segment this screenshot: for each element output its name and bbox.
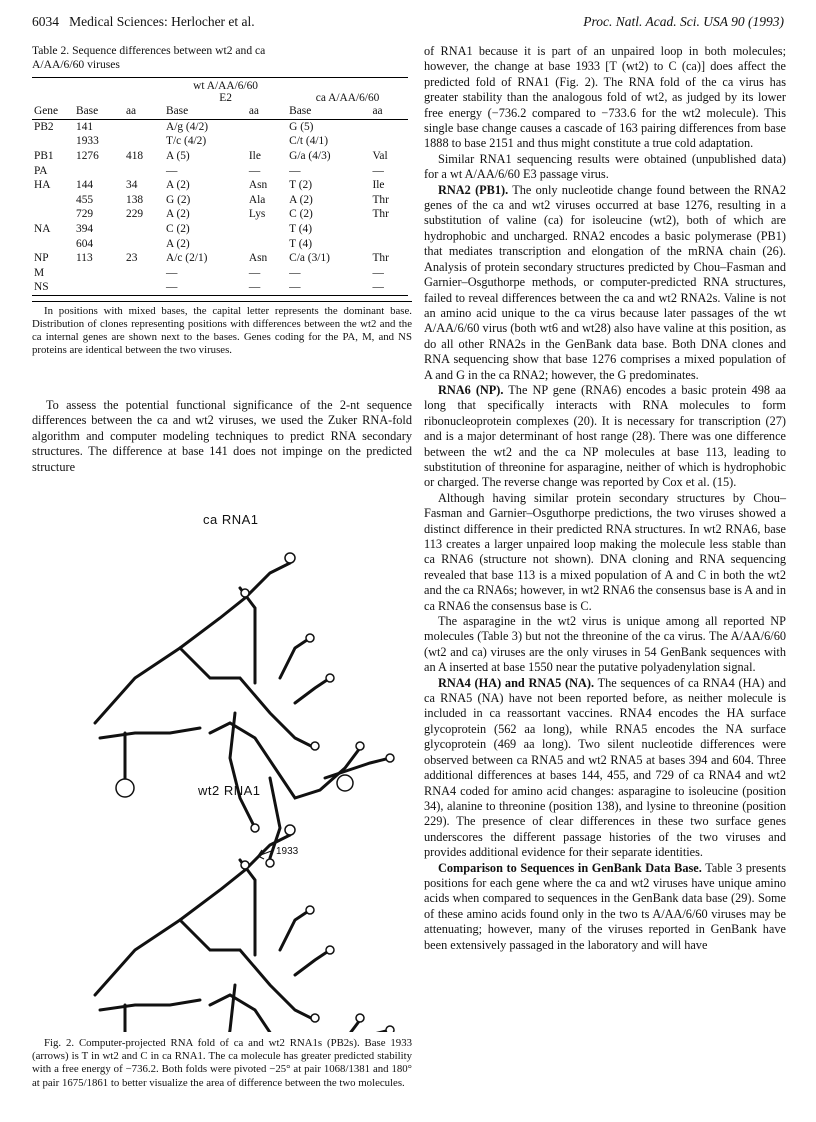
table-cell: A (2) xyxy=(166,208,190,221)
heading-rna2: RNA2 (PB1). xyxy=(438,182,509,197)
table-cell xyxy=(74,163,124,178)
rna2-body: The only nucleotide change found between the RNA2 genes of the ca and wt2 viruses occurred at base 1276, resulting in a substitution of valine (ca) for isoleucine (wt2), both of which are hydrophobic and uncharged. RNA2 encodes a basic polymerase (PB1) that mediates transcription and elongation of the mRNA chain (26). Analysis of protein secondary structures predicted by Chou–Fasman and Garnier–Osguthorpe methods, or computer-predicted RNA structures, failed to reveal differences between the ca and wt2 RNA2s. Valine is not an amino acid unique to the ca virus because later passages of the wt A/AA/6/60 virus (both wt6 and wt28) also have valine at this position, as do all other RNA2s in the GenBank data base. Both DNA clones and RNA sequencing show that base 1276 comprises a mixed population of A and G in the ca RNA2; however, the G predominates. xyxy=(424,182,787,382)
table-cell xyxy=(74,280,124,295)
table-cell: 34 xyxy=(126,179,138,192)
table-cell xyxy=(247,236,287,251)
table-cell: 394 xyxy=(76,223,94,236)
panel-title-wt2: wt2 RNA1 xyxy=(198,783,261,798)
table-cell xyxy=(124,266,164,281)
column-header: Base xyxy=(74,104,124,119)
table-cell: Ile xyxy=(372,179,385,192)
table-row xyxy=(32,149,408,164)
table-cell: — xyxy=(289,164,301,177)
sequence-table xyxy=(32,77,408,296)
table-caption xyxy=(32,44,412,71)
group-wt-line2: E2 xyxy=(219,92,232,104)
right-body-text xyxy=(424,44,786,953)
table-cell: 141 xyxy=(76,120,94,133)
table-cell xyxy=(247,134,287,149)
table-cell: A (2) xyxy=(166,179,190,192)
paragraph: To assess the potential functional significance of the 2-nt sequence differences between the ca and wt2 viruses, we used the Zuker RNA-fold algorithm and computer modeling techniques to predict RNA secondary structures. The difference at base 141 does not impinge on the predicted structure xyxy=(32,398,412,474)
table-cell: C (2) xyxy=(166,223,190,236)
rna6-body: The NP gene (RNA6) encodes a basic protein 498 aa long that specifically interacts with RNA molecules to form ribonucleoprotein complexes (20). It is necessary for transcription (27) and is a major determinant of host range (28). There was one difference between the wt2 and the ca NP molecules at base 113, leading to substitution of threonine for asparagine, neither of which is hydrophobic or charged. The reverse change was reported by Cox et al. (15). xyxy=(424,382,786,490)
table-cell: A (5) xyxy=(166,150,190,163)
table-cell: A/g (4/2) xyxy=(166,120,209,133)
table-2-block xyxy=(32,44,412,358)
table-body xyxy=(32,119,408,295)
table-cell: — xyxy=(248,266,261,279)
table-row xyxy=(32,119,408,134)
table-cell: 113 xyxy=(76,252,93,265)
table-cell xyxy=(124,280,164,295)
column-header: Gene xyxy=(32,104,74,119)
table-row xyxy=(32,236,408,251)
table-row xyxy=(32,134,408,149)
table-cell xyxy=(32,134,74,149)
group-ca-header: ca A/AA/6/60 xyxy=(287,78,408,105)
table-cell: NS xyxy=(32,280,74,295)
section-rna4 xyxy=(424,676,786,861)
table-cell xyxy=(124,222,164,237)
table-cell xyxy=(370,119,408,134)
table-cell: HA xyxy=(34,179,51,192)
ca-rna1-fold xyxy=(95,563,390,858)
table-cell: 138 xyxy=(126,193,144,206)
table-row xyxy=(32,163,408,178)
table-cell: G/a (4/3) xyxy=(289,150,331,163)
group-wt-line1: wt A/AA/6/60 xyxy=(193,80,258,92)
column-header: Base xyxy=(164,104,247,119)
rna4-body: The sequences of ca RNA4 (HA) and ca RNA5 (NA) have not been reported before, as neither molecule is included in ca reassortant vaccines. RNA4 encodes the HA surface glycoprotein (562 aa long), while RNA5 encodes the NA surface glycoprotein (469 aa long). Two silent nucleotide differences were observed between ca RNA5 and wt2 RNA5 at bases 394 and 604. Three additional differences at bases 144, 455, and 729 of ca RNA4 and wt2 RNA4 coded for amino acid changes: asparagine to isoleucine (position 34), alanine to threonine (position 138), and lysine to threonine (position 229). The presence of clear differences in these two surface genes underscores the different passage histories of the two viruses and provides additional evidence for their separate identities. xyxy=(424,675,786,860)
column-header-row xyxy=(32,104,408,119)
table-cell: C/t (4/1) xyxy=(289,135,329,148)
table-cell: — xyxy=(372,164,384,177)
table-cell: PA xyxy=(34,164,48,177)
table-cell: NA xyxy=(34,223,51,236)
table-cell xyxy=(124,134,164,149)
table-cell: T (4) xyxy=(289,223,313,236)
section-rna2 xyxy=(424,183,786,383)
table-cell: A/c (2/1) xyxy=(166,252,208,265)
table-cell xyxy=(370,134,408,149)
table-row xyxy=(32,193,408,208)
left-body-text xyxy=(32,398,412,475)
table-cell: Ala xyxy=(248,193,266,206)
table-row xyxy=(32,266,408,281)
rna-fold-figure xyxy=(40,528,412,1032)
table-cell: 455 xyxy=(76,193,94,206)
group-wt-header xyxy=(164,78,287,105)
paragraph-continued: of RNA1 because it is part of an unpaired loop in both molecules; however, the change at base 1933 [T (wt2) to C (ca)] does affect the predicted fold of RNA1 (Fig. 2). The RNA fold of the ca virus has greater stability than the analogous fold of wt2, as judged by its lower free energy (−736.2 compared to −733.6 for the wt2 molecule). This single base change causes a cascade of 163 pairing differences from base 1888 to base 2151 and thus might constitute a true cold adaptation. xyxy=(424,44,786,151)
heading-comparison: Comparison to Sequences in GenBank Data Base. xyxy=(438,860,702,875)
table-footnote: In positions with mixed bases, the capital letter represents the dominant base. Distribution of clones representing positions with differences between the wt2 and the ca internal genes are shown next to the bases. Genes coding for the PA, M, and NS proteins are identical between the two viruses. xyxy=(32,301,412,358)
table-cell: PB2 xyxy=(34,120,54,133)
table-cell: M xyxy=(34,266,45,279)
table-cell: C (2) xyxy=(289,208,313,221)
table-caption-line1: Table 2. Sequence differences between wt2 and ca xyxy=(32,44,266,57)
table-cell: NP xyxy=(34,252,49,265)
table-cell: Asn xyxy=(248,252,268,265)
table-cell xyxy=(370,222,408,237)
table-cell: — xyxy=(166,266,178,279)
table-cell xyxy=(74,266,124,281)
table-cell: — xyxy=(372,266,384,279)
table-cell: T/c (4/2) xyxy=(166,135,207,148)
table-cell xyxy=(124,163,164,178)
page-number: 6034 xyxy=(32,14,59,29)
ca-fold-nodes xyxy=(116,553,394,867)
column-header: aa xyxy=(247,104,287,119)
table-cell xyxy=(32,193,74,208)
heading-rna4: RNA4 (HA) and RNA5 (NA). xyxy=(438,675,595,690)
table-cell: 604 xyxy=(76,237,94,250)
table-cell: — xyxy=(370,280,408,295)
section-comparison xyxy=(424,861,786,953)
column-header: aa xyxy=(370,104,408,119)
running-header-left xyxy=(32,14,255,30)
table-cell: 1276 xyxy=(76,150,99,163)
panel-title-ca: ca RNA1 xyxy=(203,512,259,527)
figure-caption: Fig. 2. Computer-projected RNA fold of ca and wt2 RNA1s (PB2s). Base 1933 (arrows) is T in wt2 and C in ca RNA1. The ca molecule has greater predicted stability with a free energy of −736.2. Both folds were pivoted −25° at pair 1068/1381 and 180° at pair 1675/1861 to better visualize the area of difference between the two molecules. xyxy=(32,1037,412,1089)
table-cell: Thr xyxy=(372,208,389,221)
paragraph-although: Although having similar protein secondary structures by Chou–Fasman and Garnier–Osguthorpe predictions, the two viruses showed a distinct difference in their predicted RNA structures. In wt2 RNA6, base 113 creates a larger unpaired loop making the molecule less stable than ca RNA6 (structure not shown). DNA cloning and RNA sequencing revealed that base 113 is a mixed population of A and C in both the wt2 and the ca RNA6s; however, in wt2 RNA6 the consensus base is A and in ca RNA6 the consensus base is C. xyxy=(424,490,786,613)
table-row xyxy=(32,251,408,266)
label-1933-top: 1933 xyxy=(276,846,299,857)
table-cell: Lys xyxy=(248,208,266,221)
table-cell: — xyxy=(166,164,178,177)
table-cell xyxy=(247,222,287,237)
table-cell: A (2) xyxy=(166,237,190,250)
table-cell: 229 xyxy=(126,208,144,221)
header-right-title: Proc. Natl. Acad. Sci. USA 90 (1993) xyxy=(583,14,784,29)
table-cell: — xyxy=(248,164,261,177)
paragraph-asparagine: The asparagine in the wt2 virus is unique among all reported NP molecules (Table 3) but not the threonine of the ca virus. The A/AA/6/60 (wt2 and ca) viruses are the only viruses in 54 GenBank sequences with an A inserted at base 1550 near the putative polyadenylation signal. xyxy=(424,614,786,675)
table-row xyxy=(32,222,408,237)
table-cell xyxy=(32,207,74,222)
table-cell: Thr xyxy=(372,193,389,206)
table-cell xyxy=(370,236,408,251)
column-header: aa xyxy=(124,104,164,119)
table-row xyxy=(32,280,408,295)
table-cell xyxy=(32,236,74,251)
table-cell xyxy=(124,236,164,251)
table-row xyxy=(32,178,408,193)
table-caption-line2: A/AA/6/60 viruses xyxy=(32,57,120,71)
paragraph-similar: Similar RNA1 sequencing results were obtained (unpublished data) for a wt A/AA/6/60 E3 passage virus. xyxy=(424,151,786,182)
table-cell: — xyxy=(164,280,247,295)
column-header: Base xyxy=(287,104,370,119)
table-cell: T (4) xyxy=(289,237,313,250)
table-cell: PB1 xyxy=(34,150,54,163)
table-cell: G (2) xyxy=(166,193,191,206)
table-cell xyxy=(247,119,287,134)
heading-rna6: RNA6 (NP). xyxy=(438,382,504,397)
table-cell: — xyxy=(289,266,301,279)
header-left-title: Medical Sciences: Herlocher et al. xyxy=(69,14,255,29)
table-cell: C/a (3/1) xyxy=(289,252,330,265)
table-cell: Ile xyxy=(248,150,261,163)
table-cell: 144 xyxy=(76,179,94,192)
table-cell: 729 xyxy=(76,208,94,221)
table-cell: T (2) xyxy=(289,179,313,192)
table-cell: A (2) xyxy=(289,193,313,206)
comparison-body: Table 3 presents positions for each gene where the ca and wt2 viruses have unique amino acids when compared to sequences in the GenBank data base (29). Some of these amino acids found only in the two ts A/AA/6/60 viruses may be attenuating; however, many of the viruses reported in GenBank have been extensively passaged in the laboratory and will have xyxy=(424,860,786,952)
table-cell: Val xyxy=(372,150,388,163)
table-cell: 418 xyxy=(126,150,144,163)
table-cell: 23 xyxy=(126,252,138,265)
table-cell: — xyxy=(287,280,370,295)
table-row xyxy=(32,207,408,222)
section-rna6 xyxy=(424,383,786,491)
table-cell: 1933 xyxy=(76,135,99,148)
table-cell: Thr xyxy=(372,252,389,265)
table-cell: G (5) xyxy=(289,120,314,133)
table-cell: Asn xyxy=(248,179,268,192)
table-cell xyxy=(124,119,164,134)
table-cell: — xyxy=(247,280,287,295)
